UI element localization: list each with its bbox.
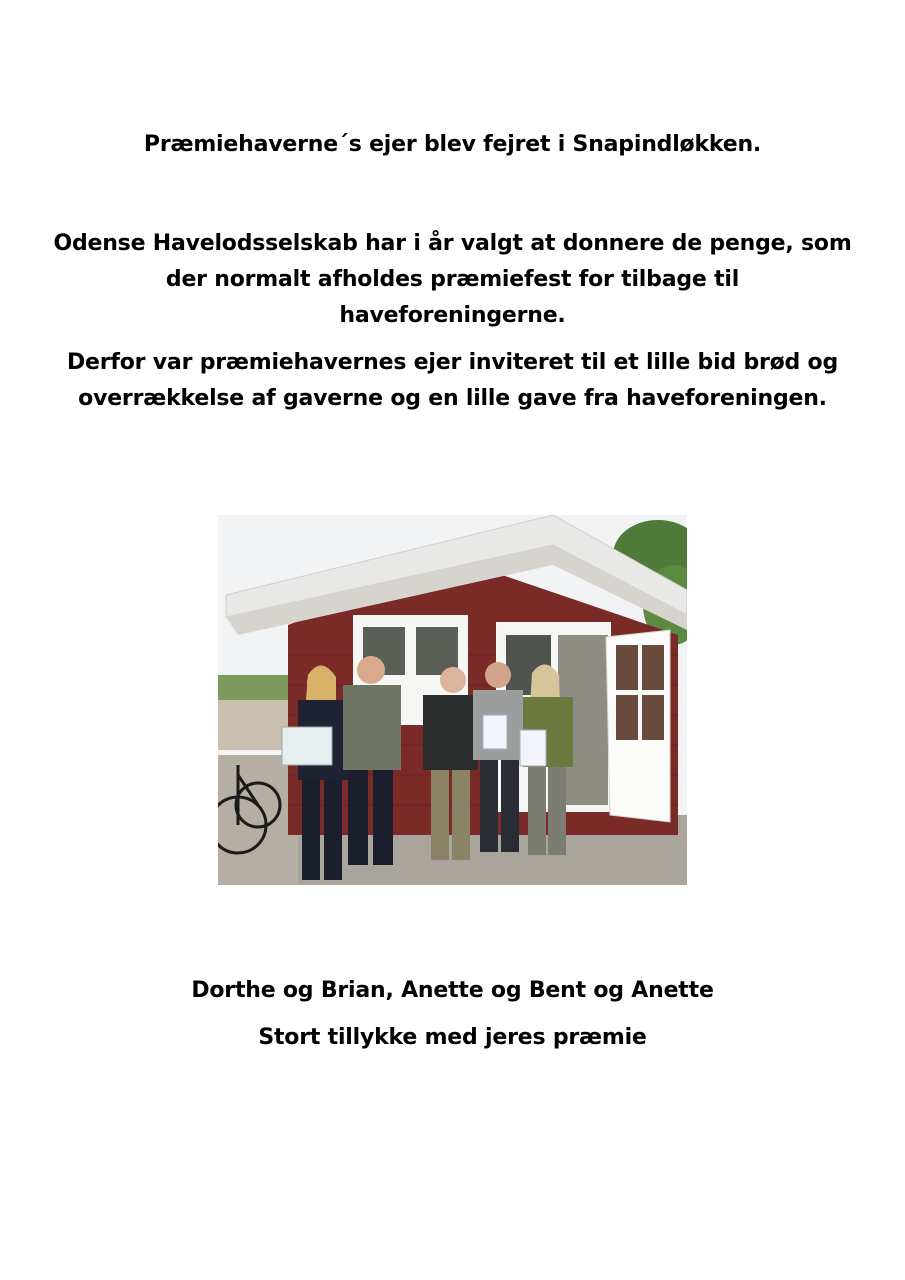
paragraph-1-line-3: haveforeningerne.	[339, 303, 566, 328]
page-title: Præmiehaverne´s ejer blev fejret i Snapindløkken.	[143, 132, 762, 157]
paragraph-2-line-2: overrækkelse af gaverne og en lille gave fra haveforeningen.	[78, 386, 827, 411]
group-photo	[218, 515, 687, 885]
caption-congrats: Stort tillykke med jeres præmie	[258, 1025, 647, 1050]
caption-names: Dorthe og Brian, Anette og Bent og Anette	[191, 978, 714, 1003]
paragraph-1-line-1: Odense Havelodsselskab har i år valgt at donnere de penge, som	[53, 231, 852, 256]
paragraph-2-line-1: Derfor var præmiehavernes ejer inviteret til et lille bid brød og	[66, 350, 839, 375]
paragraph-1-line-2: der normalt afholdes præmiefest for tilbage til	[165, 267, 740, 292]
